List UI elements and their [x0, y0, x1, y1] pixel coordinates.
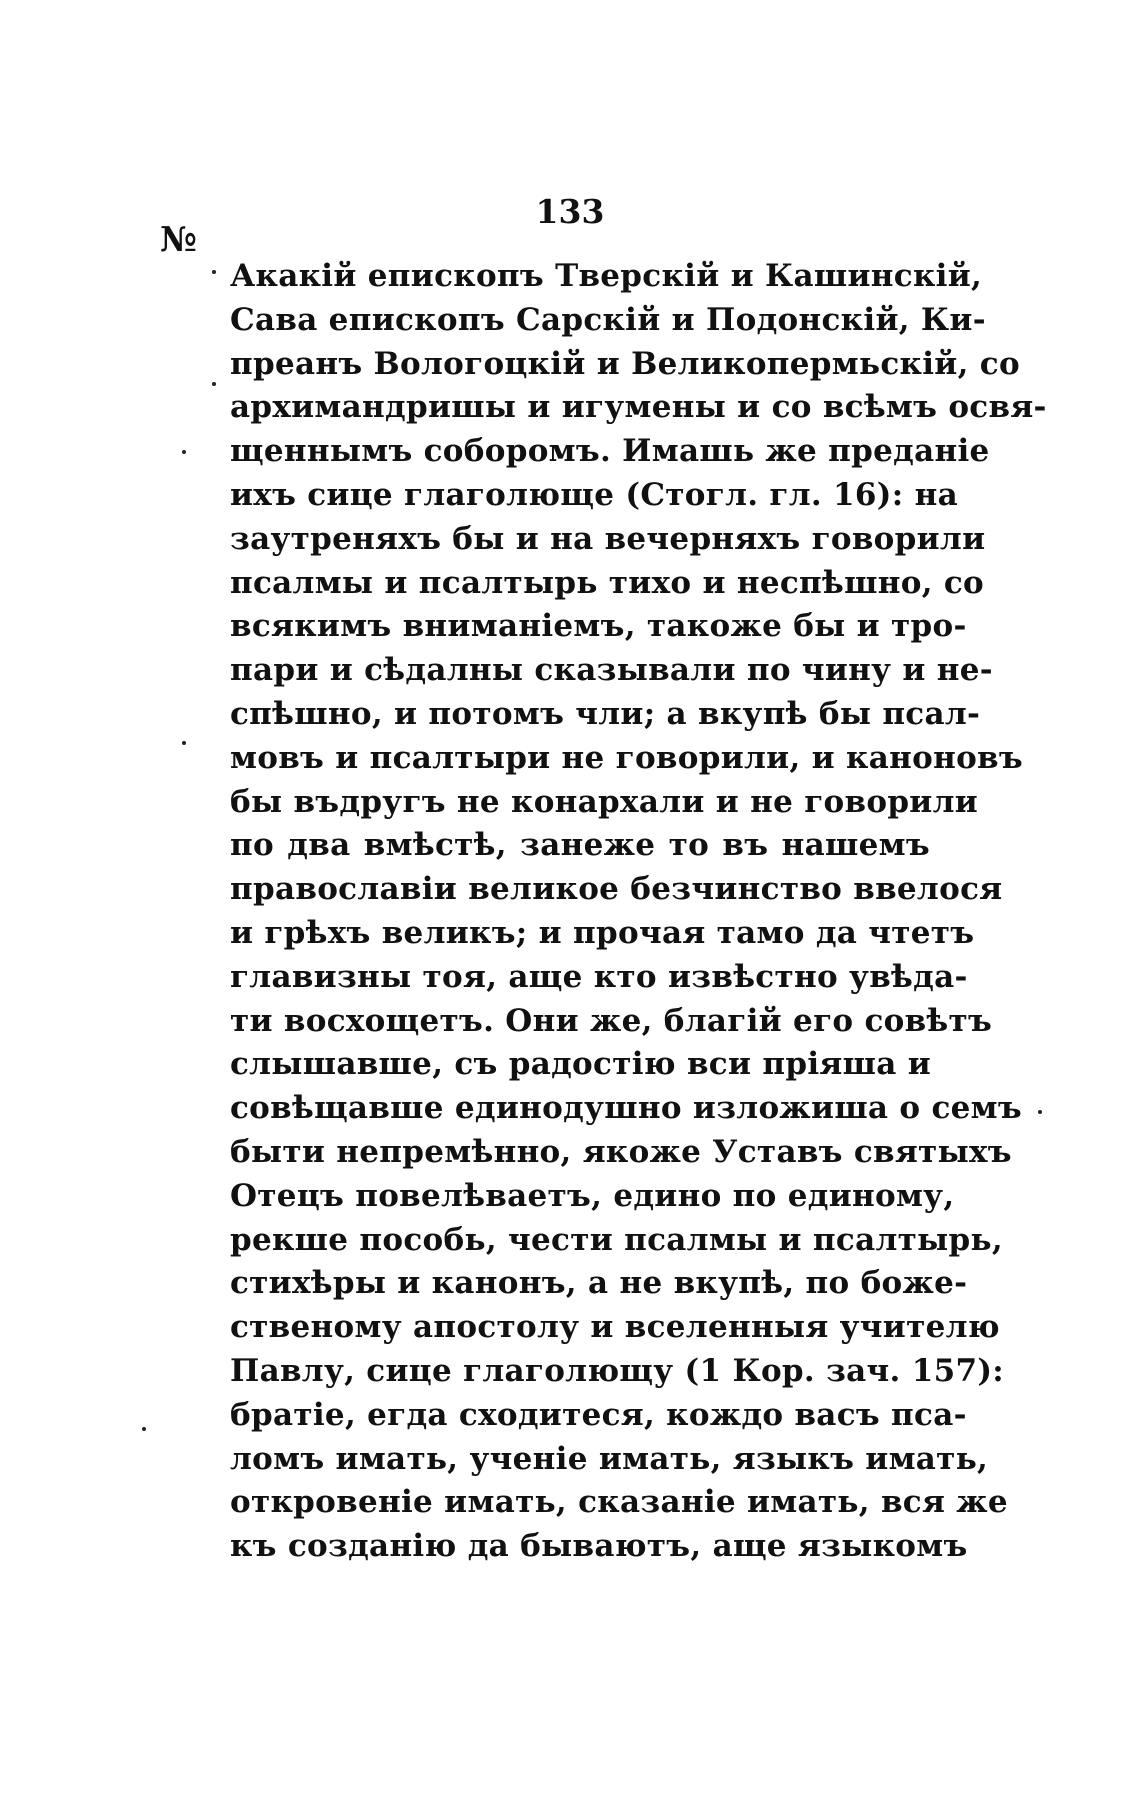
text-line: рекше пособь, чести псалмы и псалтырь,	[230, 1221, 1003, 1258]
text-line: совѣщавше единодушно изложиша о семъ	[230, 1090, 1022, 1127]
text-line: Сава епископъ Сарскій и Подонскій, Ки-	[230, 301, 986, 338]
text-line: бы въдругъ не конархали и не говорили	[230, 783, 979, 820]
text-line: Отецъ повелѣваетъ, едино по единому,	[230, 1177, 955, 1214]
text-line: Акакій епископъ Тверскій и Кашинскій,	[230, 258, 983, 294]
print-speck	[142, 1427, 146, 1431]
text-line: архимандришы и игумены и со всѣмъ освя-	[230, 389, 1047, 426]
text-line: псалмы и псалтырь тихо и неспѣшно, со	[230, 564, 985, 601]
text-line: ихъ сице глаголюще (Стогл. гл. 16): на	[230, 476, 958, 513]
print-speck	[182, 450, 186, 454]
text-line: ломъ имать, ученіе имать, языкъ имать,	[230, 1440, 989, 1477]
text-line: слышавше, съ радостію вси пріяша и	[230, 1046, 931, 1083]
text-line: къ созданію да бываютъ, аще языкомъ	[230, 1528, 968, 1565]
text-line: главизны тоя, аще кто извѣстно увѣда-	[230, 958, 968, 995]
text-line: Павлу, сице глаголющу (1 Кор. зач. 157):	[230, 1352, 1005, 1389]
text-line: мовъ и псалтыри не говорили, и каноновъ	[230, 739, 1023, 776]
text-line: ти восхощетъ. Они же, благій его совѣтъ	[230, 1002, 993, 1039]
text-line: пари и сѣдалны сказывали по чину и не-	[230, 652, 993, 689]
page-number: 133	[535, 192, 605, 231]
print-speck	[182, 741, 186, 745]
text-line: спѣшно, и потомъ чли; а вкупѣ бы псал-	[230, 695, 981, 732]
text-line: и грѣхъ великъ; и прочая тамо да чтетъ	[230, 914, 975, 951]
print-speck	[212, 382, 216, 386]
text-line: заутреняхъ бы и на вечерняхъ говорили	[230, 520, 986, 557]
margin-mark: №	[160, 220, 197, 260]
text-line: всякимъ вниманіемъ, такоже бы и тро-	[230, 608, 967, 645]
text-line: откровеніе имать, сказаніе имать, вся же	[230, 1484, 1008, 1521]
text-line: ственому апостолу и вселенныя учителю	[230, 1309, 1000, 1346]
text-line: щеннымъ соборомъ. Имашь же преданіе	[230, 433, 990, 470]
text-line: по два вмѣстѣ, занеже то въ нашемъ	[230, 827, 930, 864]
text-line: быти непремѣнно, якоже Уставъ святыхъ	[230, 1133, 1012, 1170]
text-line: преанъ Вологоцкій и Великопермьскій, со	[230, 345, 1020, 382]
text-line: православіи великое безчинство ввелося	[230, 871, 1003, 908]
body-text	[230, 255, 1047, 1569]
print-speck	[212, 270, 216, 274]
print-speck	[1038, 1110, 1042, 1114]
text-line: стихѣры и канонъ, а не вкупѣ, по боже-	[230, 1265, 968, 1302]
text-line: братіе, егда сходитеся, кождо васъ пса-	[230, 1396, 967, 1433]
